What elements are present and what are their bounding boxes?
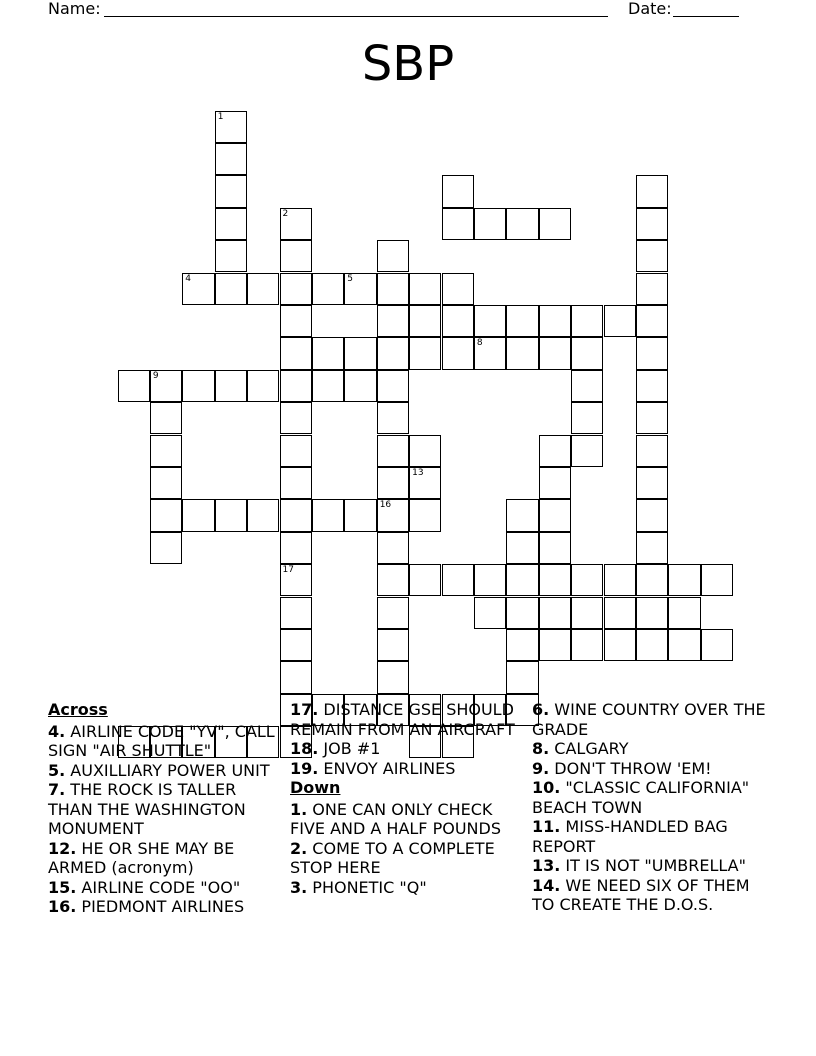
clue-number: 13. [532, 856, 561, 875]
grid-cell[interactable] [539, 435, 571, 467]
grid-cell[interactable] [280, 208, 312, 240]
grid-cell[interactable] [506, 597, 538, 629]
clue-item [290, 700, 526, 739]
cell-number: 4 [185, 273, 192, 284]
clue-item [290, 739, 526, 759]
across-clue-list-continued [290, 700, 526, 778]
grid-cell[interactable] [539, 305, 571, 337]
cell-number: 16 [379, 500, 392, 511]
clue-item [532, 876, 772, 915]
grid-cell[interactable] [506, 337, 538, 369]
grid-cell[interactable] [377, 532, 409, 564]
clue-text: ONE CAN ONLY CHECK FIVE AND A HALF POUNDS [290, 799, 501, 838]
grid-cell[interactable] [377, 499, 409, 531]
clue-text: CALGARY [549, 739, 629, 758]
grid-cell[interactable] [539, 208, 571, 240]
grid-cell[interactable] [636, 370, 668, 402]
grid-cell[interactable] [409, 467, 441, 499]
grid-cell[interactable] [182, 273, 214, 305]
grid-cell[interactable] [182, 370, 214, 402]
grid-cell[interactable] [215, 240, 247, 272]
grid-cell[interactable] [215, 499, 247, 531]
clue-number: 17. [290, 700, 319, 719]
grid-cell[interactable] [636, 305, 668, 337]
clue-number: 15. [48, 877, 77, 897]
grid-cell[interactable] [344, 370, 376, 402]
clue-number: 8. [532, 739, 550, 758]
grid-cell[interactable] [280, 597, 312, 629]
grid-cell[interactable] [280, 435, 312, 467]
grid-cell[interactable] [668, 564, 700, 596]
clue-text: DON'T THROW 'EM! [549, 758, 712, 778]
grid-cell[interactable] [247, 370, 279, 402]
grid-cell[interactable] [377, 273, 409, 305]
down-heading: Down [290, 778, 341, 797]
grid-cell[interactable] [571, 564, 603, 596]
grid-cell[interactable] [636, 532, 668, 564]
grid-cell[interactable] [636, 175, 668, 207]
clue-item [532, 856, 772, 876]
clue-number: 7. [48, 780, 66, 799]
grid-cell[interactable] [409, 435, 441, 467]
grid-cell[interactable] [409, 499, 441, 531]
grid-cell[interactable] [312, 273, 344, 305]
clue-text: WE NEED SIX OF THEM TO CREATE THE D.O.S. [532, 875, 750, 914]
clue-item [532, 817, 772, 856]
clue-text: IT IS NOT "UMBRELLA" [560, 856, 746, 875]
grid-cell[interactable] [668, 629, 700, 661]
grid-cell[interactable] [377, 629, 409, 661]
grid-cell[interactable] [344, 499, 376, 531]
clue-number: 19. [290, 758, 319, 778]
grid-cell[interactable] [571, 337, 603, 369]
clue-number: 18. [290, 739, 319, 758]
clue-number: 9. [532, 758, 550, 778]
grid-cell[interactable] [442, 175, 474, 207]
grid-cell[interactable] [604, 629, 636, 661]
grid-cell[interactable] [604, 564, 636, 596]
clue-item [532, 700, 772, 739]
grid-cell[interactable] [280, 273, 312, 305]
clue-text: AIRLINE CODE "OO" [76, 877, 241, 897]
cell-number: 17 [282, 565, 294, 576]
grid-cell[interactable] [442, 208, 474, 240]
down-clue-list [290, 800, 526, 898]
grid-cell[interactable] [312, 370, 344, 402]
grid-cell[interactable] [280, 240, 312, 272]
clue-text: MISS-HANDLED BAG REPORT [532, 817, 728, 856]
grid-cell[interactable] [377, 305, 409, 337]
clue-text: JOB #1 [318, 739, 381, 758]
grid-cell[interactable] [474, 337, 506, 369]
grid-cell[interactable] [571, 629, 603, 661]
grid-cell[interactable] [280, 402, 312, 434]
grid-cell[interactable] [571, 305, 603, 337]
clue-text: DISTANCE GSE SHOULD REMAIN FROM AN AIRCRAFT [290, 700, 515, 739]
cell-number: 2 [282, 208, 289, 219]
grid-cell[interactable] [506, 499, 538, 531]
clue-text: HE OR SHE MAY BE ARMED (acronym) [48, 838, 235, 877]
grid-cell[interactable] [344, 337, 376, 369]
clue-item [290, 800, 526, 839]
clue-number: 2. [290, 838, 308, 858]
clue-number: 10. [532, 778, 561, 797]
grid-cell[interactable] [280, 337, 312, 369]
grid-cell[interactable] [150, 532, 182, 564]
clue-number: 5. [48, 760, 66, 780]
grid-cell[interactable] [377, 661, 409, 693]
grid-cell[interactable] [636, 499, 668, 531]
clue-item [48, 878, 280, 898]
grid-cell[interactable] [377, 240, 409, 272]
clue-item [290, 759, 526, 779]
grid-cell[interactable] [571, 597, 603, 629]
grid-cell[interactable] [636, 337, 668, 369]
grid-cell[interactable] [701, 629, 733, 661]
grid-cell[interactable] [215, 208, 247, 240]
clue-text: THE ROCK IS TALLER THAN THE WASHINGTON MONUMENT [48, 780, 246, 838]
grid-cell[interactable] [409, 337, 441, 369]
grid-cell[interactable] [442, 305, 474, 337]
grid-cell[interactable] [539, 467, 571, 499]
grid-cell[interactable] [474, 564, 506, 596]
grid-cell[interactable] [409, 564, 441, 596]
grid-cell[interactable] [474, 208, 506, 240]
grid-cell[interactable] [506, 661, 538, 693]
across-heading: Across [48, 700, 108, 719]
clue-text: AUXILLIARY POWER UNIT [65, 760, 270, 780]
grid-cell[interactable] [474, 305, 506, 337]
grid-cell[interactable] [215, 370, 247, 402]
grid-cell[interactable] [539, 499, 571, 531]
date-label: Date: [628, 0, 672, 18]
grid-cell[interactable] [636, 402, 668, 434]
clue-number: 6. [532, 700, 550, 719]
clues-column-3 [532, 700, 772, 915]
grid-cell[interactable] [182, 499, 214, 531]
grid-cell[interactable] [442, 273, 474, 305]
clue-item [532, 759, 772, 779]
grid-cell[interactable] [312, 337, 344, 369]
clues-column-1 [48, 700, 280, 917]
grid-cell[interactable] [636, 467, 668, 499]
grid-cell[interactable] [150, 435, 182, 467]
grid-cell[interactable] [215, 273, 247, 305]
grid-cell[interactable] [636, 597, 668, 629]
grid-cell[interactable] [539, 564, 571, 596]
grid-cell[interactable] [377, 402, 409, 434]
clue-item [48, 839, 280, 878]
grid-cell[interactable] [668, 597, 700, 629]
grid-cell[interactable] [280, 305, 312, 337]
clue-item [290, 878, 526, 898]
grid-cell[interactable] [604, 305, 636, 337]
grid-cell[interactable] [215, 175, 247, 207]
grid-cell[interactable] [215, 143, 247, 175]
clue-item [48, 897, 280, 917]
clue-number: 16. [48, 897, 77, 916]
grid-cell[interactable] [571, 402, 603, 434]
grid-cell[interactable] [506, 564, 538, 596]
clue-item [48, 722, 280, 761]
grid-cell[interactable] [539, 597, 571, 629]
grid-cell[interactable] [280, 467, 312, 499]
grid-cell[interactable] [377, 370, 409, 402]
grid-cell[interactable] [280, 661, 312, 693]
grid-cell[interactable] [539, 629, 571, 661]
grid-cell[interactable] [312, 499, 344, 531]
grid-cell[interactable] [636, 273, 668, 305]
grid-cell[interactable] [247, 273, 279, 305]
grid-cell[interactable] [118, 370, 150, 402]
grid-cell[interactable] [636, 240, 668, 272]
clue-item [532, 739, 772, 759]
clue-item [290, 839, 526, 878]
across-clue-list [48, 722, 280, 917]
cell-number: 13 [412, 467, 424, 478]
grid-cell[interactable] [506, 208, 538, 240]
clue-text: WINE COUNTRY OVER THE GRADE [532, 700, 766, 739]
grid-cell[interactable] [150, 370, 182, 402]
clue-text: "CLASSIC CALIFORNIA" BEACH TOWN [532, 778, 750, 817]
grid-cell[interactable] [571, 435, 603, 467]
grid-cell[interactable] [150, 402, 182, 434]
page-title: SBP [361, 36, 455, 92]
grid-cell[interactable] [474, 597, 506, 629]
name-label: Name: [48, 0, 101, 18]
grid-cell[interactable] [377, 564, 409, 596]
clue-item [48, 780, 280, 839]
clue-number: 11. [532, 817, 561, 836]
clue-number: 4. [48, 721, 66, 741]
grid-cell[interactable] [409, 273, 441, 305]
clue-text: COME TO A COMPLETE STOP HERE [290, 838, 495, 877]
grid-cell[interactable] [409, 305, 441, 337]
clue-item [532, 778, 772, 817]
grid-cell[interactable] [280, 499, 312, 531]
clue-item [48, 761, 280, 781]
clue-text: PIEDMONT AIRLINES [76, 897, 245, 916]
clue-number: 12. [48, 838, 77, 858]
grid-cell[interactable] [571, 370, 603, 402]
grid-cell[interactable] [539, 337, 571, 369]
grid-cell[interactable] [377, 435, 409, 467]
grid-cell[interactable] [701, 564, 733, 596]
grid-cell[interactable] [604, 597, 636, 629]
clue-number: 1. [290, 799, 308, 819]
grid-cell[interactable] [247, 499, 279, 531]
clue-number: 3. [290, 877, 308, 897]
grid-cell[interactable] [215, 111, 247, 143]
clue-text: PHONETIC "Q" [307, 877, 427, 897]
grid-cell[interactable] [377, 337, 409, 369]
cell-number: 5 [347, 273, 354, 284]
grid-cell[interactable] [280, 564, 312, 596]
grid-cell[interactable] [506, 629, 538, 661]
grid-cell[interactable] [150, 499, 182, 531]
grid-cell[interactable] [636, 629, 668, 661]
grid-cell[interactable] [636, 208, 668, 240]
clue-text: ENVOY AIRLINES [318, 758, 456, 778]
clues-column-2 [290, 700, 526, 897]
grid-cell[interactable] [344, 273, 376, 305]
cell-number: 1 [217, 111, 224, 122]
clue-number: 14. [532, 875, 561, 895]
down-clue-list-continued [532, 700, 772, 915]
grid-cell[interactable] [539, 532, 571, 564]
grid-cell[interactable] [636, 435, 668, 467]
grid-cell[interactable] [442, 564, 474, 596]
grid-cell[interactable] [442, 337, 474, 369]
grid-cell[interactable] [280, 370, 312, 402]
grid-cell[interactable] [506, 305, 538, 337]
grid-cell[interactable] [280, 532, 312, 564]
grid-cell[interactable] [377, 597, 409, 629]
grid-cell[interactable] [150, 467, 182, 499]
grid-cell[interactable] [636, 564, 668, 596]
grid-cell[interactable] [506, 532, 538, 564]
grid-cell[interactable] [377, 467, 409, 499]
clue-text: AIRLINE CODE "YV", CALL SIGN "AIR SHUTTLE" [48, 721, 275, 760]
grid-cell[interactable] [280, 629, 312, 661]
cell-number: 8 [476, 338, 483, 349]
cell-number: 9 [152, 370, 159, 381]
